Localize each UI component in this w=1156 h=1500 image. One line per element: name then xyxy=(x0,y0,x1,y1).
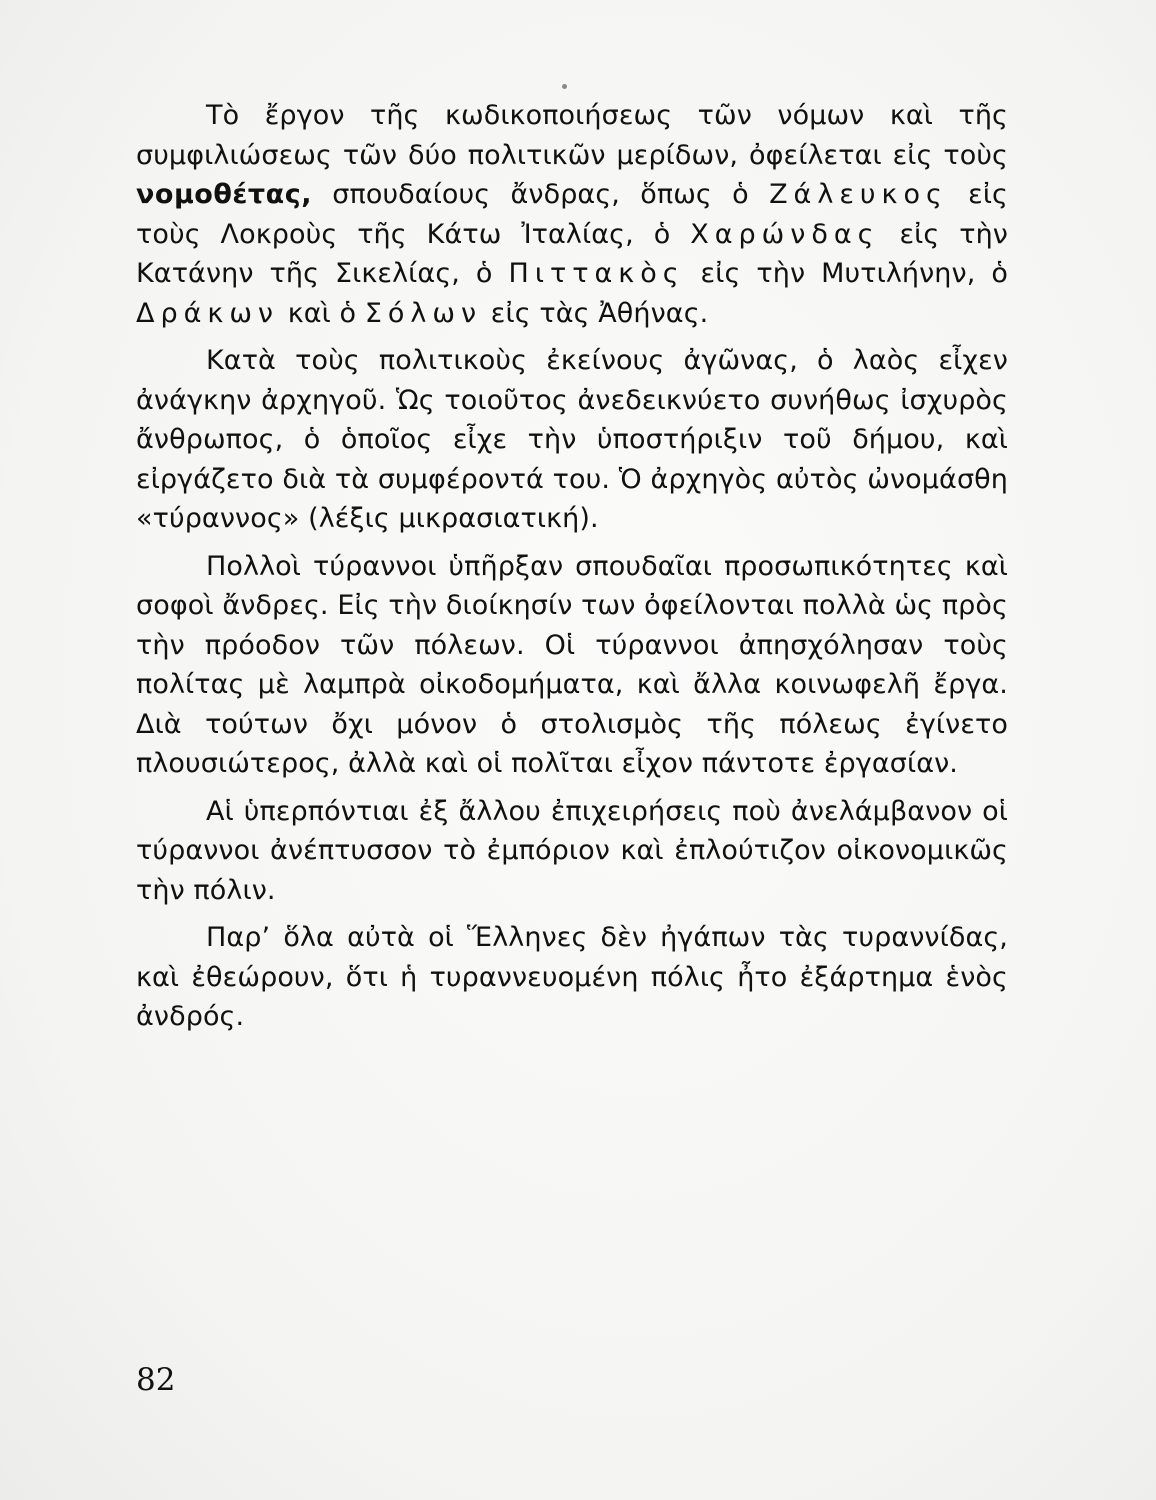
text-run: εἰς τὰς Ἀθήνας. xyxy=(482,297,709,329)
name-solon: Σόλων xyxy=(364,297,483,329)
text-run: εἰς τὴν Κατάνην τῆς Σικελίας, ὁ xyxy=(136,218,1008,289)
body-text xyxy=(136,96,1008,1037)
paragraph-tyrant-origin: Κατὰ τοὺς πολιτικοὺς ἐκείνους ἀγῶνας, ὁ λαὸς εἶχεν ἀνάγκην ἀρχηγοῦ. Ὡς τοιοῦτος ἀνεδεικνύετο συνήθως ἰσχυρὸς ἄνθρωπος, ὁ ὁποῖος εἶχε τὴν ὑποστήριξιν τοῦ δήμου, καὶ εἰργάζετο διὰ τὰ συμφέροντά του. Ὁ ἀρχηγὸς αὐτὸς ὠνομάσθη «τύραννος» (λέξις μικρασιατική). xyxy=(136,345,1008,534)
paragraph-tyrant-works: Πολλοὶ τύραννοι ὑπῆρξαν σπουδαῖαι προσωπικότητες καὶ σοφοὶ ἄνδρες. Εἰς τὴν διοίκησίν των ὀφείλονται πολλὰ ὡς πρὸς τὴν πρόοδον τῶν πόλεων. Οἱ τύραννοι ἀπησχόλησαν τοὺς πολίτας μὲ λαμπρὰ οἰκοδομήματα, καὶ ἄλλα κοινωφελῆ ἔργα. Διὰ τούτων ὄχι μόνον ὁ στολισμὸς τῆς πόλεως ἐγίνετο πλουσιώτερος, ἀλλὰ καὶ οἱ πολῖται εἶχον πάντοτε ἐργασίαν. xyxy=(136,550,1008,779)
text-run: εἰς τοὺς Λοκροὺς τῆς Κάτω Ἰταλίας, ὁ xyxy=(136,179,1009,250)
name-drakon: Δράκων xyxy=(136,297,280,329)
print-speck xyxy=(562,84,567,89)
name-pittakos: Πιττακὸς xyxy=(508,258,685,289)
paragraph-lawgivers xyxy=(136,96,1008,333)
name-zaleukos: Ζάλευκος xyxy=(769,179,948,210)
text-run: Τὸ ἔργον τῆς κωδικοποιήσεως τῶν νόμων καὶ τῆς συμφιλιώσεως τῶν δύο πολιτικῶν μερίδων, ὀφείλεται εἰς τοὺς xyxy=(136,100,1008,171)
text-run: εἰς τὴν Μυτιλήνην, ὁ xyxy=(684,258,1008,289)
paragraph-greek-dislike: Παρ’ ὅλα αὐτὰ οἱ Ἕλληνες δὲν ἠγάπων τὰς τυραννίδας, καὶ ἐθεώρουν, ὅτι ἡ τυραννευομένη πόλις ἦτο ἐξάρτημα ἑνὸς ἀνδρός. xyxy=(136,922,1008,1032)
text-run: σπουδαίους ἄνδρας, ὅπως ὁ xyxy=(311,179,770,210)
name-charondas: Χαρώνδας xyxy=(690,218,880,250)
page-number: 82 xyxy=(136,1362,176,1398)
paragraph-overseas-ventures: Αἱ ὑπερπόντιαι ἐξ ἄλλου ἐπιχειρήσεις ποὺ ἀνελάμβανον οἱ τύραννοι ἀνέπτυσσον τὸ ἐμπόριον καὶ ἐπλούτιζον οἰκονομικῶς τὴν πόλιν. xyxy=(136,795,1008,906)
bold-term-nomothetas: νομοθέτας, xyxy=(136,179,312,210)
text-run: καὶ ὁ xyxy=(279,297,365,329)
